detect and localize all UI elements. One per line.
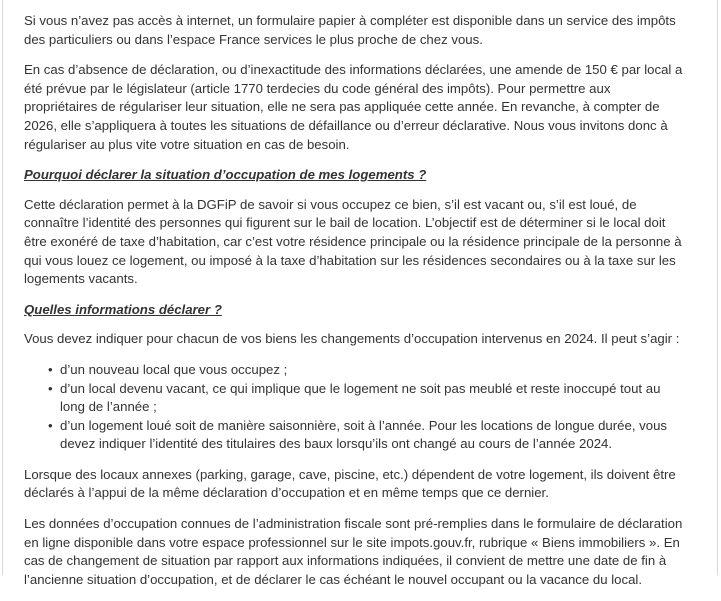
bullet-icon: • — [48, 361, 53, 377]
prefilled-data-paragraph: Les données d’occupation connues de l’administration fiscale sont pré-remplies dans le formulaire de déclaration en ligne disponible dans votre espace professionnel sur le site impots.gouv.fr, rubrique « Biens immobiliers ». En cas de changement de situation par rapport aux informations indiquées, il convient de mettre une date de fin à l’ancienne situation d’occupation, et de déclarer le cas échéant le nouvel occupant ou la vacance du local. — [24, 516, 683, 587]
annexes-paragraph: Lorsque des locaux annexes (parking, garage, cave, piscine, etc.) dépendent de votre logement, ils doivent être déclarés à l’appui de la même déclaration d’occupation et en même temps que ce dernier. — [24, 466, 676, 501]
penalty-paragraph: En cas d’absence de déclaration, ou d’inexactitude des informations déclarées, une amende de 150 € par local a été prévue par le législateur (article 1770 terdecies du code général des impôts). Pour permettre aux propriétaires de régulariser leur situation, elle ne sera pas appliquée cette année. En revanche, à compter de 2026, elle s’appliquera à toutes les situations de défaillance ou d’erreur déclarative. Nous vous invitons donc à régulariser au plus vite votre situation en cas de besoin. — [24, 62, 683, 152]
why-declare-paragraph: Cette déclaration permet à la DGFiP de savoir si vous occupez ce bien, s’il est vacant ou, s’il est loué, de connaître l’identité des personnes qui figurent sur le bail de location. L’objectif est de déterminer si le local doit être exonéré de taxe d’habitation, car c’est votre résidence principale ou la résidence principale de la personne à qui vous louez ce logement, ou imposé à la taxe d’habitation sur les résidences secondaires ou à la taxe sur les logements vacants. — [24, 196, 682, 287]
article-content — [24, 12, 684, 601]
list-item-text: d’un nouveau local que vous occupez ; — [60, 361, 288, 377]
what-to-declare-intro: Vous devez indiquer pour chacun de vos biens les changements d’occupation intervenus en 2024. Il peut s’agir : — [24, 331, 680, 347]
why-declare-heading: Pourquoi déclarer la situation d’occupation de mes logements ? — [24, 167, 427, 183]
list-item-text: d’un local devenu vacant, ce qui implique que le logement ne soit pas meublé et reste inoccupé tout au long de l’année ; — [60, 380, 661, 415]
list-item-text: d’un logement loué soit de manière saisonnière, soit à l’année. Pour les locations de longue durée, vous devez indiquer l’identité des titulaires des baux lorsqu’ils ont changé au cours de l’année 2024. — [60, 417, 668, 452]
bullet-icon: • — [48, 417, 53, 433]
bullet-icon: • — [48, 380, 53, 396]
list-item — [48, 380, 684, 417]
list-item — [48, 361, 684, 380]
what-to-declare-heading: Quelles informations déclarer ? — [24, 301, 222, 317]
list-item — [48, 417, 684, 454]
paper-form-paragraph: Si vous n’avez pas accès à internet, un formulaire papier à compléter est disponible dans un service des impôts des particuliers ou dans l’espace France services le plus proche de chez vous. — [24, 13, 676, 47]
occupancy-change-list — [24, 361, 684, 454]
